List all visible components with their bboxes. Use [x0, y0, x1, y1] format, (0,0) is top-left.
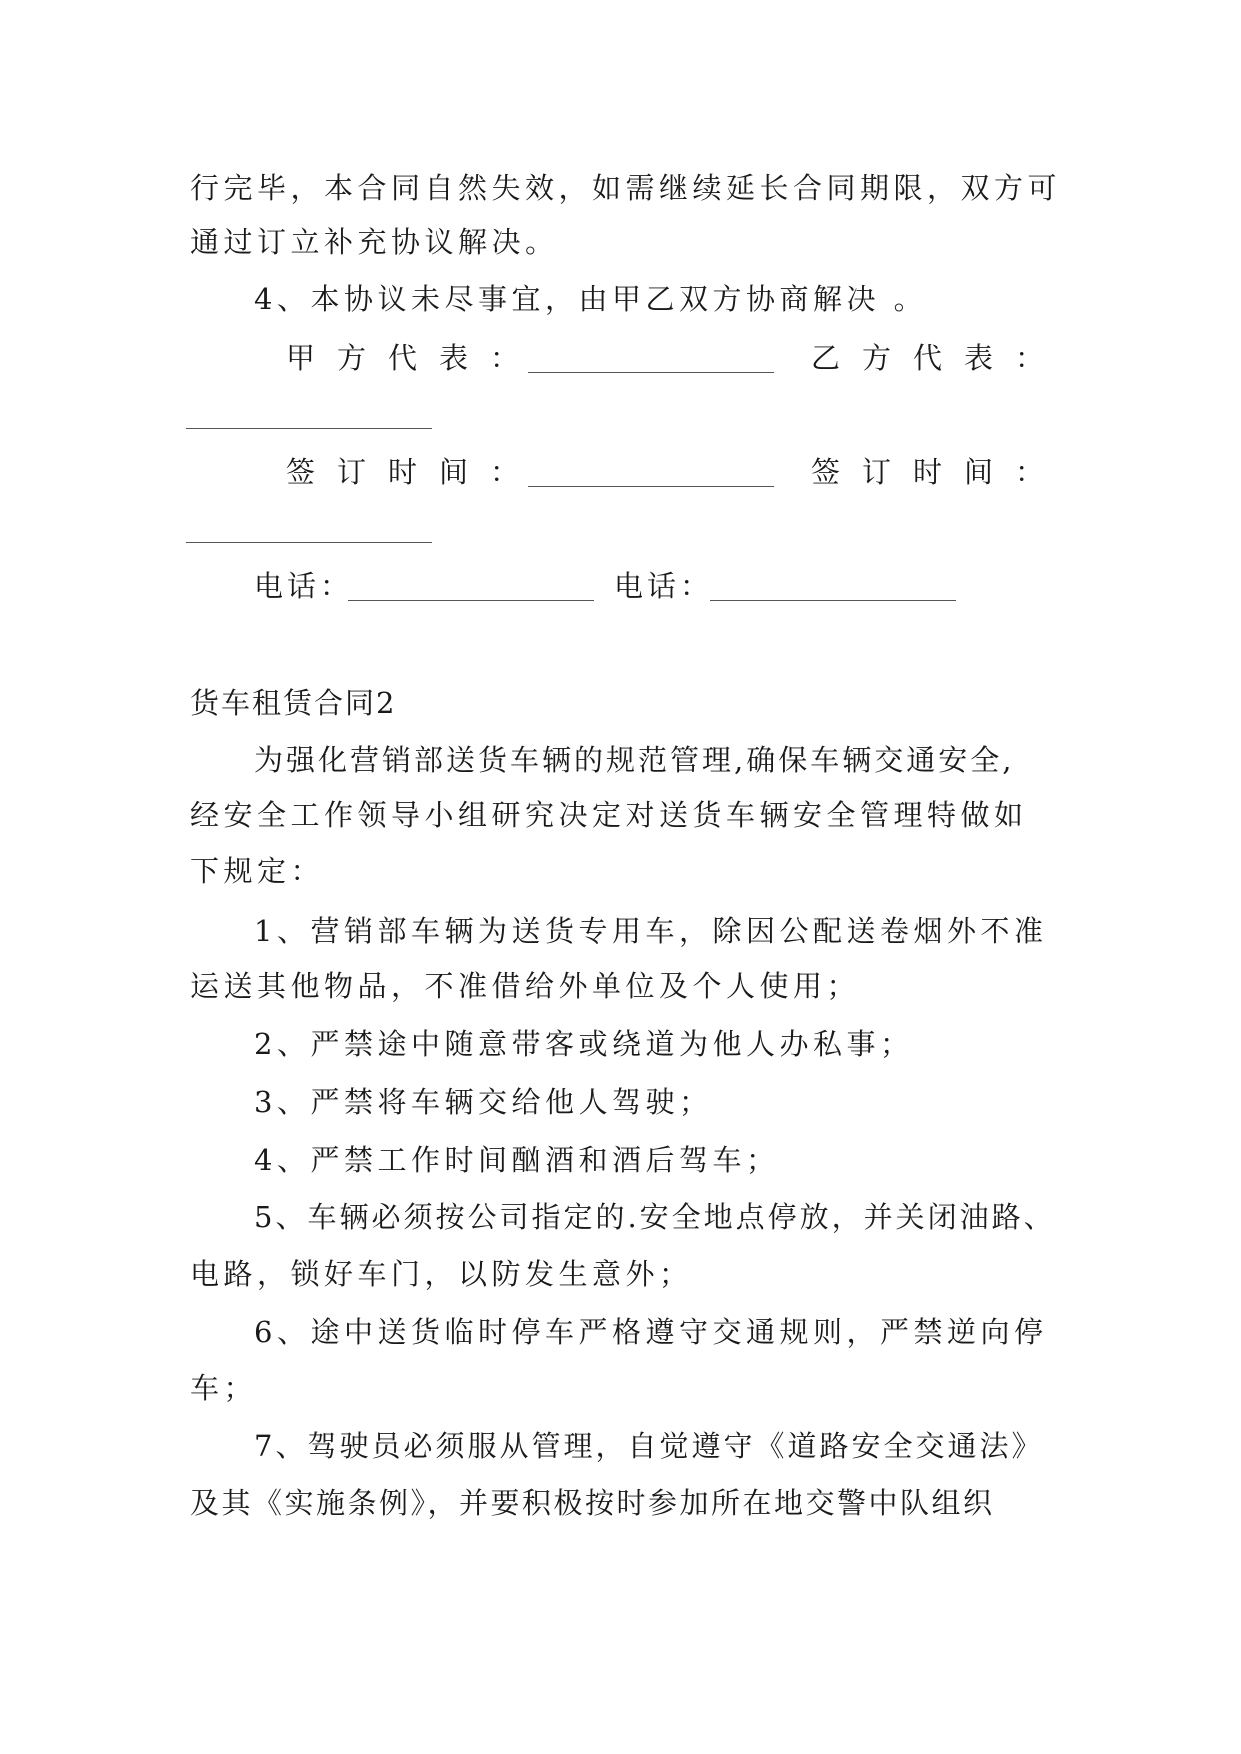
party-b-rep-label: 乙方代表：	[811, 341, 1067, 375]
party-a-rep-blank	[528, 372, 774, 373]
sign-date-blank-b	[186, 542, 432, 543]
rule-2: 2、严禁途中随意带客或绕道为他人办私事；	[254, 1027, 914, 1061]
intro-line: 经安全工作领导小组研究决定对送货车辆安全管理特做如	[190, 798, 1028, 832]
rule-6-cont: 车；	[190, 1371, 258, 1405]
rule-5: 5、车辆必须按公司指定的.安全地点停放，并关闭油路、	[254, 1200, 1056, 1234]
rule-5-cont: 电路，锁好车门，以防发生意外；	[190, 1257, 693, 1291]
rule-6: 6、途中送货临时停车严格遵守交通规则，严禁逆向停	[254, 1315, 1048, 1349]
rule-1: 1、营销部车辆为送货专用车，除因公配送卷烟外不准	[254, 914, 1048, 948]
phone-label-a: 电话：	[254, 569, 354, 603]
section-title: 货车租赁合同2	[190, 686, 397, 720]
rule-7: 7、驾驶员必须服从管理，自觉遵守《道路安全交通法》	[254, 1429, 1044, 1463]
rule-4: 4、严禁工作时间酗酒和酒后驾车；	[254, 1143, 780, 1177]
sign-date-label-a: 签订时间：	[286, 455, 542, 489]
phone-blank-b	[710, 600, 956, 601]
paragraph-line: 行完毕，本合同自然失效，如需继续延长合同期限，双方可	[190, 171, 1062, 205]
intro-line: 为强化营销部送货车辆的规范管理,确保车辆交通安全,	[254, 743, 1015, 777]
rule-3: 3、严禁将车辆交给他人驾驶；	[254, 1085, 713, 1119]
clause-4: 4、本协议未尽事宜，由甲乙双方协商解决 。	[254, 282, 928, 316]
party-b-rep-blank	[186, 428, 432, 429]
rule-1-cont: 运送其他物品，不准借给外单位及个人使用；	[190, 969, 861, 1003]
phone-blank-a	[348, 600, 594, 601]
sign-date-label-b: 签订时间：	[811, 455, 1067, 489]
rule-7-cont: 及其《实施条例》，并要积极按时参加所在地交警中队组织	[190, 1486, 995, 1520]
phone-label-b: 电话：	[614, 569, 714, 603]
paragraph-line: 通过订立补充协议解决。	[190, 225, 559, 259]
intro-line: 下规定：	[190, 854, 325, 888]
party-a-rep-label: 甲方代表：	[286, 341, 542, 375]
sign-date-blank-a	[528, 486, 774, 487]
